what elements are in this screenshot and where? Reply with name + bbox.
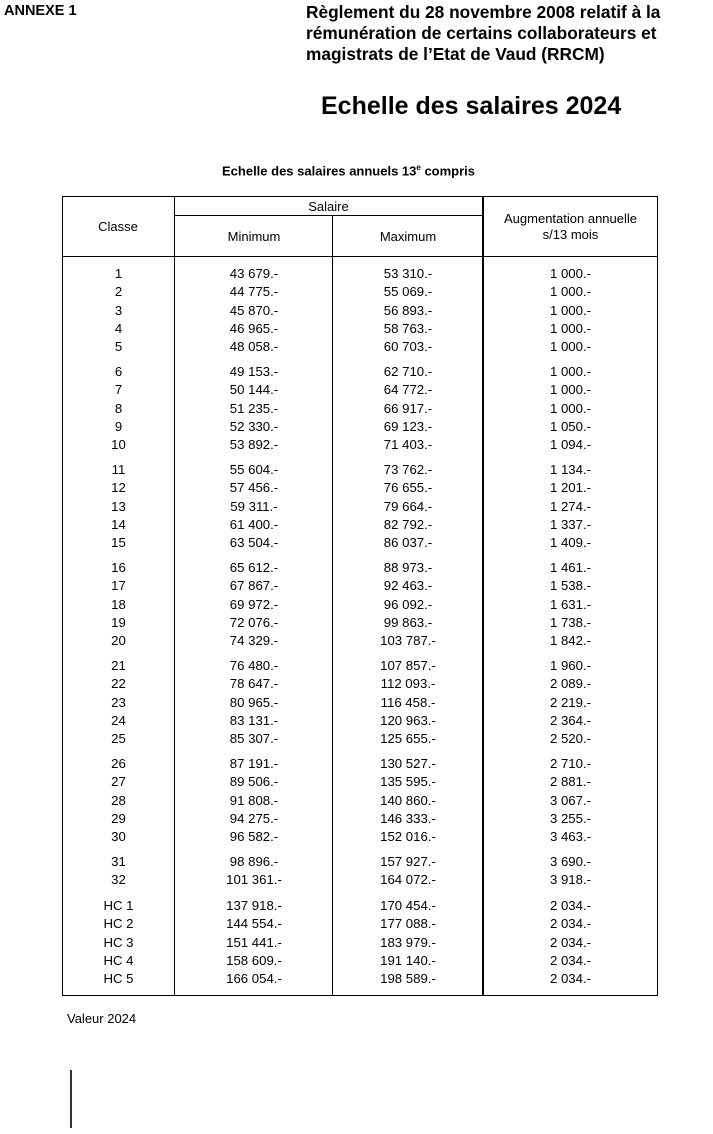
- augmentation-cell: 1 134.-: [549, 462, 592, 477]
- maximum-cell: 130 527.-: [380, 756, 436, 771]
- minimum-cell: 45 870.-: [229, 302, 279, 318]
- minimum-cell: 87 191.-: [229, 756, 279, 771]
- minimum-cell: 74 329.-: [229, 633, 279, 649]
- augmentation-cell: 1 000.-: [549, 302, 592, 318]
- table-row: [0, 756, 713, 774]
- classe-cell: 6: [114, 364, 123, 379]
- table-row: [0, 695, 713, 713]
- classe-cell: HC 4: [103, 952, 134, 968]
- maximum-cell: 152 016.-: [380, 829, 436, 845]
- maximum-cell: 107 857.-: [380, 658, 436, 673]
- minimum-cell: 72 076.-: [229, 614, 279, 630]
- maximum-cell: 71 403.-: [383, 437, 433, 453]
- classe-cell: HC 1: [103, 898, 134, 913]
- augmentation-cell: 3 690.-: [549, 854, 592, 869]
- table-row: [0, 462, 713, 480]
- augmentation-cell: 2 219.-: [549, 694, 592, 710]
- classe-cell: 5: [114, 339, 123, 355]
- minimum-cell: 49 153.-: [229, 364, 279, 379]
- classe-cell: 22: [111, 676, 126, 692]
- header-subrule: [174, 215, 483, 216]
- classe-cell: 30: [111, 829, 126, 845]
- minimum-cell: 69 972.-: [229, 596, 279, 612]
- augmentation-cell: 2 364.-: [549, 712, 592, 728]
- page-title: Echelle des salaires 2024: [321, 92, 622, 120]
- classe-cell: 17: [111, 578, 126, 594]
- maximum-cell: 53 310.-: [383, 266, 433, 281]
- header-augmentation: [483, 211, 658, 243]
- table-row: [0, 953, 713, 971]
- table-row: [0, 437, 713, 455]
- classe-cell: 29: [111, 810, 126, 826]
- classe-cell: 16: [111, 560, 126, 575]
- augmentation-cell: 1 000.-: [549, 400, 592, 416]
- augmentation-cell: 1 000.-: [549, 339, 592, 355]
- augmentation-cell: 1 274.-: [549, 498, 592, 514]
- minimum-cell: 144 554.-: [226, 916, 282, 932]
- classe-cell: 2: [114, 284, 123, 300]
- minimum-cell: 57 456.-: [229, 480, 279, 496]
- augmentation-cell: 2 881.-: [549, 774, 592, 790]
- augmentation-cell: 1 000.-: [549, 266, 592, 281]
- table-row: [0, 811, 713, 829]
- regulation-line: magistrats de l’Etat de Vaud (RRCM): [306, 44, 605, 64]
- classe-cell: 3: [114, 302, 123, 318]
- maximum-cell: 191 140.-: [380, 952, 436, 968]
- minimum-cell: 96 582.-: [229, 829, 279, 845]
- table-caption: [222, 163, 475, 178]
- table-row: [0, 284, 713, 302]
- minimum-cell: 137 918.-: [226, 898, 282, 913]
- classe-cell: 7: [114, 382, 123, 398]
- header-bottom-rule: [62, 256, 658, 257]
- augmentation-cell: 1 461.-: [549, 560, 592, 575]
- maximum-cell: 92 463.-: [383, 578, 433, 594]
- maximum-cell: 88 973.-: [383, 560, 433, 575]
- minimum-cell: 151 441.-: [226, 934, 282, 950]
- classe-cell: 15: [111, 535, 126, 551]
- augmentation-cell: 3 067.-: [549, 792, 592, 808]
- augmentation-cell: 3 918.-: [549, 872, 592, 888]
- augmentation-cell: 2 034.-: [549, 898, 592, 913]
- classe-cell: 28: [111, 792, 126, 808]
- classe-cell: HC 5: [103, 971, 134, 987]
- maximum-cell: 177 088.-: [380, 916, 436, 932]
- table-row: [0, 935, 713, 953]
- augmentation-cell: 1 842.-: [549, 633, 592, 649]
- table-row: [0, 971, 713, 989]
- table-row: [0, 535, 713, 553]
- minimum-cell: 89 506.-: [229, 774, 279, 790]
- augmentation-cell: 1 000.-: [549, 284, 592, 300]
- classe-cell: 26: [111, 756, 126, 771]
- margin-bar: [70, 1070, 72, 1128]
- minimum-cell: 59 311.-: [230, 498, 278, 514]
- classe-cell: 10: [111, 437, 126, 453]
- table-row: [0, 480, 713, 498]
- augmentation-cell: 2 034.-: [549, 934, 592, 950]
- maximum-cell: 112 093.-: [380, 676, 436, 692]
- classe-cell: 11: [111, 462, 126, 477]
- minimum-cell: 158 609.-: [226, 952, 282, 968]
- table-row: [0, 829, 713, 847]
- maximum-cell: 86 037.-: [383, 535, 433, 551]
- maximum-cell: 62 710.-: [383, 364, 433, 379]
- minimum-cell: 55 604.-: [229, 462, 279, 477]
- table-row: [0, 401, 713, 419]
- minimum-cell: 91 808.-: [229, 792, 279, 808]
- classe-cell: 13: [111, 498, 126, 514]
- minimum-cell: 65 612.-: [229, 560, 279, 575]
- header-augmentation-line: Augmentation annuelle: [504, 211, 637, 226]
- maximum-cell: 58 763.-: [383, 320, 433, 336]
- augmentation-cell: 1 094.-: [549, 437, 592, 453]
- minimum-cell: 166 054.-: [226, 971, 282, 987]
- header-maximum: Maximum: [379, 229, 437, 244]
- classe-cell: 1: [114, 266, 123, 281]
- minimum-cell: 83 131.-: [229, 712, 279, 728]
- augmentation-cell: 2 089.-: [549, 676, 592, 692]
- augmentation-cell: 1 409.-: [549, 535, 592, 551]
- augmentation-cell: 1 337.-: [549, 516, 592, 532]
- table-row: [0, 321, 713, 339]
- header-classe: Classe: [98, 219, 138, 234]
- maximum-cell: 103 787.-: [380, 633, 436, 649]
- table-row: [0, 872, 713, 890]
- maximum-cell: 82 792.-: [383, 516, 433, 532]
- table-row: [0, 339, 713, 357]
- classe-cell: 18: [111, 596, 126, 612]
- table-row: [0, 382, 713, 400]
- table-row: [0, 578, 713, 596]
- table-row: [0, 916, 713, 934]
- table-row: [0, 658, 713, 676]
- augmentation-cell: 1 050.-: [549, 418, 592, 434]
- maximum-cell: 198 589.-: [380, 971, 436, 987]
- maximum-cell: 140 860.-: [380, 792, 436, 808]
- classe-cell: HC 3: [103, 934, 134, 950]
- classe-cell: 25: [111, 731, 126, 747]
- minimum-cell: 98 896.-: [229, 854, 279, 869]
- table-row: [0, 676, 713, 694]
- classe-cell: 31: [111, 854, 126, 869]
- augmentation-cell: 1 000.-: [549, 320, 592, 336]
- table-row: [0, 615, 713, 633]
- caption-suffix: compris: [420, 163, 476, 179]
- table-row: [0, 419, 713, 437]
- augmentation-cell: 1 631.-: [549, 596, 592, 612]
- header-augmentation-line: s/13 mois: [542, 227, 599, 242]
- table-row: [0, 499, 713, 517]
- table-row: [0, 266, 713, 284]
- maximum-cell: 76 655.-: [383, 480, 433, 496]
- minimum-cell: 51 235.-: [229, 400, 279, 416]
- maximum-cell: 125 655.-: [380, 731, 436, 747]
- augmentation-cell: 2 034.-: [549, 952, 592, 968]
- maximum-cell: 183 979.-: [380, 934, 436, 950]
- minimum-cell: 43 679.-: [229, 266, 279, 281]
- augmentation-cell: 1 000.-: [549, 382, 592, 398]
- augmentation-cell: 1 960.-: [549, 658, 592, 673]
- value-note: Valeur 2024: [67, 1011, 137, 1026]
- classe-cell: 12: [111, 480, 126, 496]
- table-row: [0, 731, 713, 749]
- caption-prefix: Echelle des salaires annuels 13: [222, 163, 417, 179]
- classe-cell: 8: [114, 400, 123, 416]
- classe-cell: 20: [111, 633, 126, 649]
- minimum-cell: 85 307.-: [229, 731, 279, 747]
- minimum-cell: 80 965.-: [229, 694, 279, 710]
- classe-cell: 23: [111, 694, 126, 710]
- classe-cell: 9: [114, 418, 123, 434]
- maximum-cell: 69 123.-: [383, 418, 433, 434]
- augmentation-cell: 3 255.-: [549, 810, 592, 826]
- minimum-cell: 67 867.-: [229, 578, 279, 594]
- table-row: [0, 793, 713, 811]
- maximum-cell: 164 072.-: [380, 872, 436, 888]
- regulation-line: Règlement du 28 novembre 2008 relatif à la: [306, 2, 661, 22]
- caption-superscript: e: [416, 163, 421, 172]
- augmentation-cell: 2 710.-: [549, 756, 592, 771]
- classe-cell: 32: [111, 872, 126, 888]
- minimum-cell: 61 400.-: [229, 516, 279, 532]
- maximum-cell: 60 703.-: [383, 339, 433, 355]
- table-row: [0, 633, 713, 651]
- maximum-cell: 146 333.-: [380, 810, 436, 826]
- table-row: [0, 774, 713, 792]
- minimum-cell: 94 275.-: [229, 810, 279, 826]
- classe-cell: 21: [111, 658, 126, 673]
- augmentation-cell: 2 034.-: [549, 971, 592, 987]
- maximum-cell: 116 458.-: [380, 694, 436, 710]
- classe-cell: 4: [114, 320, 123, 336]
- classe-cell: HC 2: [103, 916, 134, 932]
- classe-cell: 24: [111, 712, 126, 728]
- maximum-cell: 96 092.-: [383, 596, 433, 612]
- minimum-cell: 48 058.-: [229, 339, 279, 355]
- minimum-cell: 101 361.-: [226, 872, 282, 888]
- augmentation-cell: 1 738.-: [549, 614, 592, 630]
- classe-cell: 14: [111, 516, 126, 532]
- augmentation-cell: 1 201.-: [549, 480, 592, 496]
- minimum-cell: 44 775.-: [229, 284, 279, 300]
- augmentation-cell: 1 000.-: [549, 364, 592, 379]
- minimum-cell: 52 330.-: [229, 418, 279, 434]
- table-row: [0, 898, 713, 916]
- maximum-cell: 170 454.-: [380, 898, 436, 913]
- header-minimum: Minimum: [227, 229, 281, 244]
- table-row: [0, 560, 713, 578]
- augmentation-cell: 2 520.-: [549, 731, 592, 747]
- table-row: [0, 597, 713, 615]
- maximum-cell: 157 927.-: [380, 854, 436, 869]
- maximum-cell: 66 917.-: [383, 400, 433, 416]
- minimum-cell: 63 504.-: [229, 535, 279, 551]
- table-row: [0, 303, 713, 321]
- minimum-cell: 76 480.-: [229, 658, 279, 673]
- table-row: [0, 517, 713, 535]
- minimum-cell: 53 892.-: [229, 437, 279, 453]
- regulation-line: rémunération de certains collaborateurs et: [306, 23, 657, 43]
- maximum-cell: 55 069.-: [383, 284, 433, 300]
- table-row: [0, 854, 713, 872]
- augmentation-cell: 3 463.-: [549, 829, 592, 845]
- augmentation-cell: 2 034.-: [549, 916, 592, 932]
- maximum-cell: 120 963.-: [380, 712, 436, 728]
- classe-cell: 27: [111, 774, 126, 790]
- regulation-heading: [306, 2, 711, 65]
- maximum-cell: 135 595.-: [380, 774, 436, 790]
- table-row: [0, 364, 713, 382]
- minimum-cell: 50 144.-: [229, 382, 279, 398]
- maximum-cell: 99 863.-: [383, 614, 433, 630]
- classe-cell: 19: [111, 614, 126, 630]
- annex-label: ANNEXE 1: [4, 3, 77, 19]
- maximum-cell: 79 664.-: [383, 498, 433, 514]
- maximum-cell: 73 762.-: [383, 462, 433, 477]
- header-salaire: Salaire: [308, 199, 349, 214]
- minimum-cell: 78 647.-: [229, 676, 279, 692]
- augmentation-cell: 1 538.-: [549, 578, 592, 594]
- maximum-cell: 64 772.-: [383, 382, 433, 398]
- minimum-cell: 46 965.-: [229, 320, 279, 336]
- maximum-cell: 56 893.-: [383, 302, 433, 318]
- table-row: [0, 713, 713, 731]
